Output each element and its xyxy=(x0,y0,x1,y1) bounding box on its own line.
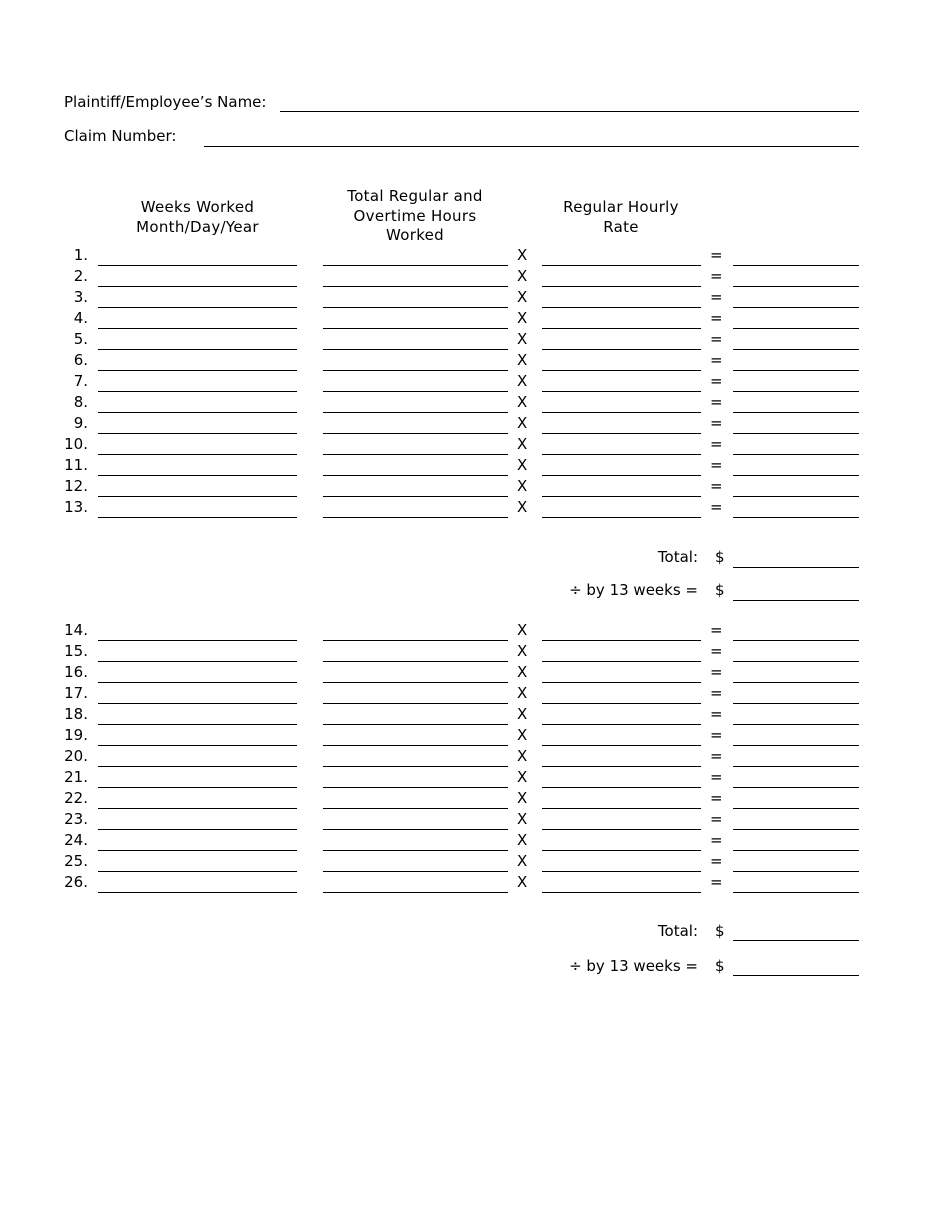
row-number: 25. xyxy=(64,852,88,870)
hours-field[interactable] xyxy=(323,475,508,476)
hourly-rate-field[interactable] xyxy=(542,745,701,746)
hourly-rate-field[interactable] xyxy=(542,307,701,308)
equals-symbol: = xyxy=(710,684,723,702)
row-result-field[interactable] xyxy=(733,307,859,308)
equals-symbol: = xyxy=(710,246,723,264)
hours-field[interactable] xyxy=(323,265,508,266)
hourly-rate-field[interactable] xyxy=(542,454,701,455)
row-result-field[interactable] xyxy=(733,892,859,893)
week-date-field[interactable] xyxy=(98,517,297,518)
row-result-field[interactable] xyxy=(733,433,859,434)
equals-symbol: = xyxy=(710,873,723,891)
times-symbol: X xyxy=(517,705,528,723)
row-result-field[interactable] xyxy=(733,412,859,413)
hourly-rate-field[interactable] xyxy=(542,682,701,683)
row-number: 2. xyxy=(73,267,88,285)
week-date-field[interactable] xyxy=(98,370,297,371)
equals-symbol: = xyxy=(710,642,723,660)
hourly-rate-field[interactable] xyxy=(542,661,701,662)
row-result-field[interactable] xyxy=(733,454,859,455)
times-symbol: X xyxy=(517,330,528,348)
hours-field[interactable] xyxy=(323,349,508,350)
hours-field[interactable] xyxy=(323,307,508,308)
row-result-field[interactable] xyxy=(733,766,859,767)
row-number: 6. xyxy=(73,351,88,369)
row-number: 11. xyxy=(64,456,88,474)
row-number: 3. xyxy=(73,288,88,306)
hourly-rate-field[interactable] xyxy=(542,850,701,851)
row-number: 26. xyxy=(64,873,88,891)
week-date-field[interactable] xyxy=(98,265,297,266)
equals-symbol: = xyxy=(710,663,723,681)
week-date-field[interactable] xyxy=(98,724,297,725)
total-field-2[interactable] xyxy=(733,940,859,941)
equals-symbol: = xyxy=(710,267,723,285)
equals-symbol: = xyxy=(710,852,723,870)
hours-field[interactable] xyxy=(323,703,508,704)
week-date-field[interactable] xyxy=(98,850,297,851)
row-result-field[interactable] xyxy=(733,475,859,476)
row-result-field[interactable] xyxy=(733,703,859,704)
equals-symbol: = xyxy=(710,393,723,411)
hours-header-line-3: Worked xyxy=(386,226,444,244)
equals-symbol: = xyxy=(710,747,723,765)
times-symbol: X xyxy=(517,477,528,495)
times-symbol: X xyxy=(517,747,528,765)
equals-symbol: = xyxy=(710,351,723,369)
week-date-field[interactable] xyxy=(98,391,297,392)
week-date-field[interactable] xyxy=(98,682,297,683)
times-symbol: X xyxy=(517,456,528,474)
total-label-1: Total: xyxy=(657,548,698,566)
times-symbol: X xyxy=(517,288,528,306)
hourly-rate-field[interactable] xyxy=(542,286,701,287)
times-symbol: X xyxy=(517,393,528,411)
equals-symbol: = xyxy=(710,414,723,432)
times-symbol: X xyxy=(517,873,528,891)
hourly-rate-field[interactable] xyxy=(542,808,701,809)
row-result-field[interactable] xyxy=(733,370,859,371)
hours-field[interactable] xyxy=(323,871,508,872)
row-result-field[interactable] xyxy=(733,724,859,725)
row-result-field[interactable] xyxy=(733,349,859,350)
hourly-rate-field[interactable] xyxy=(542,496,701,497)
times-symbol: X xyxy=(517,663,528,681)
hourly-rate-field[interactable] xyxy=(542,328,701,329)
row-number: 1. xyxy=(73,246,88,264)
hours-field[interactable] xyxy=(323,829,508,830)
row-number: 21. xyxy=(64,768,88,786)
row-result-field[interactable] xyxy=(733,286,859,287)
times-symbol: X xyxy=(517,309,528,327)
claim-number-field[interactable] xyxy=(204,146,859,147)
week-date-field[interactable] xyxy=(98,640,297,641)
total-field-1[interactable] xyxy=(733,567,859,568)
hourly-rate-field[interactable] xyxy=(542,370,701,371)
row-result-field[interactable] xyxy=(733,640,859,641)
hours-field[interactable] xyxy=(323,517,508,518)
employee-name-field[interactable] xyxy=(280,111,859,112)
hours-field[interactable] xyxy=(323,370,508,371)
week-date-field[interactable] xyxy=(98,475,297,476)
row-result-field[interactable] xyxy=(733,787,859,788)
hourly-rate-field[interactable] xyxy=(542,703,701,704)
hourly-rate-field[interactable] xyxy=(542,265,701,266)
hours-field[interactable] xyxy=(323,454,508,455)
row-result-field[interactable] xyxy=(733,850,859,851)
hours-header-line-2: Overtime Hours xyxy=(353,206,477,225)
row-number: 22. xyxy=(64,789,88,807)
hourly-rate-field[interactable] xyxy=(542,766,701,767)
week-date-field[interactable] xyxy=(98,892,297,893)
times-symbol: X xyxy=(517,246,528,264)
row-number: 15. xyxy=(64,642,88,660)
weeks-header-line-1: Weeks Worked xyxy=(140,198,255,216)
week-date-field[interactable] xyxy=(98,745,297,746)
hourly-rate-field[interactable] xyxy=(542,517,701,518)
divide-label-2: ÷ by 13 weeks = xyxy=(569,957,698,975)
claim-number-label: Claim Number: xyxy=(64,127,177,145)
hours-field[interactable] xyxy=(323,328,508,329)
row-number: 23. xyxy=(64,810,88,828)
hourly-rate-field[interactable] xyxy=(542,640,701,641)
week-date-field[interactable] xyxy=(98,454,297,455)
hours-field[interactable] xyxy=(323,433,508,434)
times-symbol: X xyxy=(517,768,528,786)
row-result-field[interactable] xyxy=(733,517,859,518)
hourly-rate-field[interactable] xyxy=(542,892,701,893)
hours-field[interactable] xyxy=(323,391,508,392)
total-label-2: Total: xyxy=(657,922,698,940)
times-symbol: X xyxy=(517,789,528,807)
equals-symbol: = xyxy=(710,789,723,807)
hours-field[interactable] xyxy=(323,892,508,893)
row-number: 4. xyxy=(73,309,88,327)
row-result-field[interactable] xyxy=(733,871,859,872)
equals-symbol: = xyxy=(710,831,723,849)
week-date-field[interactable] xyxy=(98,871,297,872)
row-number: 8. xyxy=(73,393,88,411)
week-date-field[interactable] xyxy=(98,787,297,788)
row-number: 18. xyxy=(64,705,88,723)
equals-symbol: = xyxy=(710,309,723,327)
week-date-field[interactable] xyxy=(98,412,297,413)
dollar-sign: $ xyxy=(715,548,725,566)
row-number: 16. xyxy=(64,663,88,681)
hours-field[interactable] xyxy=(323,724,508,725)
average-field-1[interactable] xyxy=(733,600,859,601)
hours-field[interactable] xyxy=(323,745,508,746)
hourly-rate-field[interactable] xyxy=(542,475,701,476)
hours-field[interactable] xyxy=(323,286,508,287)
week-date-field[interactable] xyxy=(98,433,297,434)
times-symbol: X xyxy=(517,621,528,639)
weeks-worked-header xyxy=(98,197,297,237)
hourly-rate-field[interactable] xyxy=(542,412,701,413)
dollar-sign: $ xyxy=(715,922,725,940)
row-result-field[interactable] xyxy=(733,829,859,830)
row-number: 5. xyxy=(73,330,88,348)
week-date-field[interactable] xyxy=(98,661,297,662)
equals-symbol: = xyxy=(710,372,723,390)
equals-symbol: = xyxy=(710,330,723,348)
row-result-field[interactable] xyxy=(733,661,859,662)
rate-header-line-1: Regular Hourly xyxy=(563,198,679,216)
hours-header-line-1: Total Regular and xyxy=(347,187,483,205)
row-result-field[interactable] xyxy=(733,496,859,497)
equals-symbol: = xyxy=(710,768,723,786)
hours-field[interactable] xyxy=(323,787,508,788)
hourly-rate-field[interactable] xyxy=(542,724,701,725)
equals-symbol: = xyxy=(710,435,723,453)
equals-symbol: = xyxy=(710,810,723,828)
dollar-sign: $ xyxy=(715,957,725,975)
row-result-field[interactable] xyxy=(733,328,859,329)
row-number: 12. xyxy=(64,477,88,495)
hourly-rate-header xyxy=(536,197,706,237)
equals-symbol: = xyxy=(710,498,723,516)
hourly-rate-field[interactable] xyxy=(542,349,701,350)
row-number: 19. xyxy=(64,726,88,744)
hourly-rate-field[interactable] xyxy=(542,433,701,434)
hourly-rate-field[interactable] xyxy=(542,391,701,392)
hours-field[interactable] xyxy=(323,661,508,662)
row-number: 10. xyxy=(64,435,88,453)
row-number: 20. xyxy=(64,747,88,765)
week-date-field[interactable] xyxy=(98,349,297,350)
week-date-field[interactable] xyxy=(98,829,297,830)
week-date-field[interactable] xyxy=(98,808,297,809)
times-symbol: X xyxy=(517,726,528,744)
row-number: 14. xyxy=(64,621,88,639)
employee-name-label: Plaintiff/Employee’s Name: xyxy=(64,93,267,111)
weeks-header-line-2: Month/Day/Year xyxy=(136,218,259,236)
times-symbol: X xyxy=(517,372,528,390)
week-date-field[interactable] xyxy=(98,496,297,497)
times-symbol: X xyxy=(517,642,528,660)
times-symbol: X xyxy=(517,498,528,516)
hours-field[interactable] xyxy=(323,640,508,641)
row-result-field[interactable] xyxy=(733,745,859,746)
times-symbol: X xyxy=(517,684,528,702)
rate-header-line-2: Rate xyxy=(603,218,639,236)
row-result-field[interactable] xyxy=(733,265,859,266)
row-result-field[interactable] xyxy=(733,808,859,809)
divide-label-1: ÷ by 13 weeks = xyxy=(569,581,698,599)
week-date-field[interactable] xyxy=(98,286,297,287)
row-result-field[interactable] xyxy=(733,391,859,392)
hours-field[interactable] xyxy=(323,412,508,413)
row-number: 7. xyxy=(73,372,88,390)
week-date-field[interactable] xyxy=(98,766,297,767)
hours-field[interactable] xyxy=(323,766,508,767)
times-symbol: X xyxy=(517,810,528,828)
times-symbol: X xyxy=(517,435,528,453)
dollar-sign: $ xyxy=(715,581,725,599)
row-result-field[interactable] xyxy=(733,682,859,683)
equals-symbol: = xyxy=(710,621,723,639)
times-symbol: X xyxy=(517,267,528,285)
hours-field[interactable] xyxy=(323,682,508,683)
row-number: 24. xyxy=(64,831,88,849)
hours-worked-header xyxy=(315,187,515,246)
hourly-rate-field[interactable] xyxy=(542,787,701,788)
average-field-2[interactable] xyxy=(733,975,859,976)
times-symbol: X xyxy=(517,414,528,432)
row-number: 13. xyxy=(64,498,88,516)
hourly-rate-field[interactable] xyxy=(542,829,701,830)
row-number: 17. xyxy=(64,684,88,702)
week-date-field[interactable] xyxy=(98,307,297,308)
times-symbol: X xyxy=(517,831,528,849)
hours-field[interactable] xyxy=(323,850,508,851)
equals-symbol: = xyxy=(710,288,723,306)
equals-symbol: = xyxy=(710,477,723,495)
hourly-rate-field[interactable] xyxy=(542,871,701,872)
equals-symbol: = xyxy=(710,726,723,744)
equals-symbol: = xyxy=(710,705,723,723)
hours-field[interactable] xyxy=(323,496,508,497)
row-number: 9. xyxy=(73,414,88,432)
times-symbol: X xyxy=(517,852,528,870)
week-date-field[interactable] xyxy=(98,328,297,329)
hours-field[interactable] xyxy=(323,808,508,809)
equals-symbol: = xyxy=(710,456,723,474)
week-date-field[interactable] xyxy=(98,703,297,704)
times-symbol: X xyxy=(517,351,528,369)
